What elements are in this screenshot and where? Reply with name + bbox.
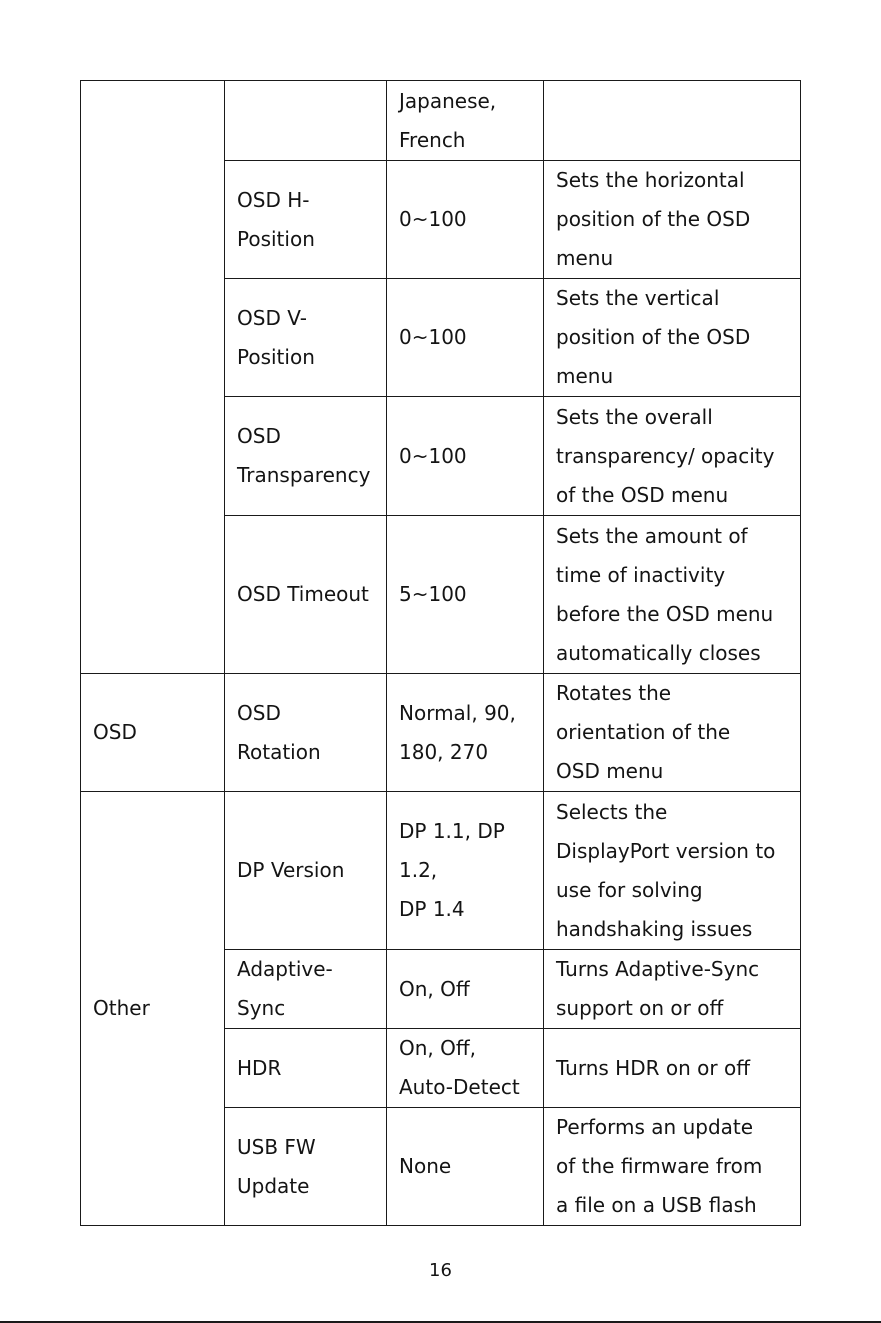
table-row (81, 81, 801, 161)
setting-cell: HDR (225, 1029, 387, 1108)
table-row (81, 792, 801, 950)
setting-cell: OSD Timeout (225, 516, 387, 674)
description-cell (544, 81, 801, 161)
values-cell: 0~100 (387, 279, 544, 397)
setting-cell: Adaptive- Sync (225, 950, 387, 1029)
setting-cell: USB FW Update (225, 1108, 387, 1226)
table-row (81, 674, 801, 792)
values-cell: Normal, 90, 180, 270 (387, 674, 544, 792)
setting-cell: DP Version (225, 792, 387, 950)
setting-cell: OSD H- Position (225, 161, 387, 279)
setting-cell (225, 81, 387, 161)
description-cell: Sets the overall transparency/ opacity of the OSD menu (544, 397, 801, 516)
values-cell: 5~100 (387, 516, 544, 674)
page-number: 16 (429, 1260, 452, 1281)
values-cell: 0~100 (387, 161, 544, 279)
category-cell: OSD (81, 674, 225, 792)
values-cell: None (387, 1108, 544, 1226)
description-cell: Performs an update of the firmware from a file on a USB flash (544, 1108, 801, 1226)
values-cell: On, Off, Auto-Detect (387, 1029, 544, 1108)
values-cell: 0~100 (387, 397, 544, 516)
description-cell: Turns Adaptive-Sync support on or off (544, 950, 801, 1029)
description-cell: Sets the vertical position of the OSD menu (544, 279, 801, 397)
description-cell: Turns HDR on or off (544, 1029, 801, 1108)
description-cell: Rotates the orientation of the OSD menu (544, 674, 801, 792)
setting-cell: OSD V- Position (225, 279, 387, 397)
values-cell: On, Off (387, 950, 544, 1029)
description-cell: Sets the horizontal position of the OSD menu (544, 161, 801, 279)
setting-cell: OSD Rotation (225, 674, 387, 792)
settings-table (80, 80, 801, 1226)
description-cell: Selects the DisplayPort version to use for solving handshaking issues (544, 792, 801, 950)
category-cell (81, 81, 225, 674)
category-cell: Other (81, 792, 225, 1226)
values-cell: DP 1.1, DP 1.2, DP 1.4 (387, 792, 544, 950)
description-cell: Sets the amount of time of inactivity before the OSD menu automatically closes (544, 516, 801, 674)
values-cell: Japanese, French (387, 81, 544, 161)
setting-cell: OSD Transparency (225, 397, 387, 516)
